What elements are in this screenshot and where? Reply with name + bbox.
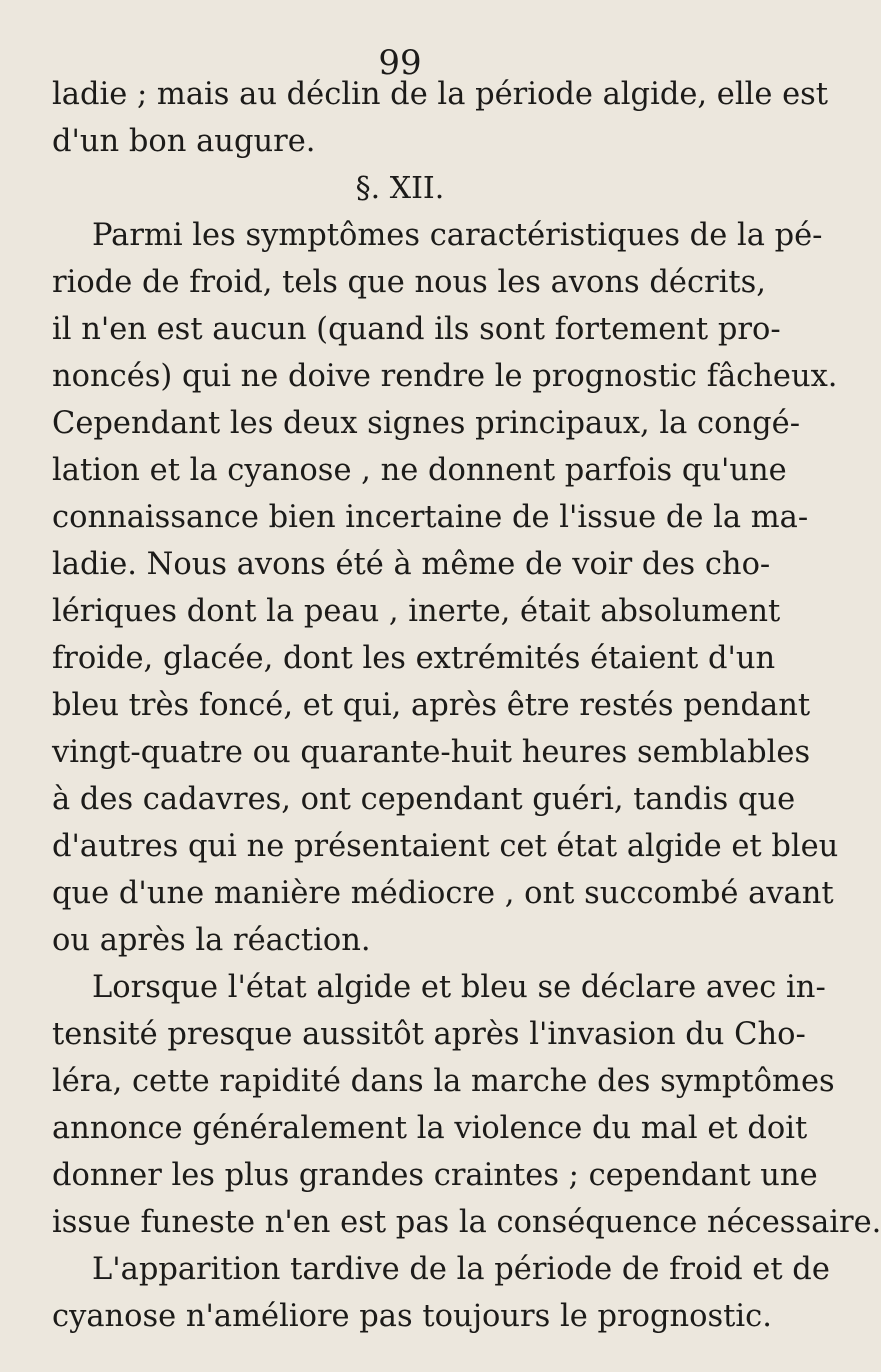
text-line: riode de froid, tels que nous les avons décrits, xyxy=(52,265,766,300)
text-line: vingt-quatre ou quarante-huit heures semblables xyxy=(52,735,811,770)
text-line: d'autres qui ne présentaient cet état algide et bleu xyxy=(52,829,839,864)
text-line: Cependant les deux signes principaux, la congé- xyxy=(52,406,801,441)
section-heading: §. XII. xyxy=(355,171,445,206)
text-line: ladie ; mais au déclin de la période algide, elle est xyxy=(52,77,829,112)
text-line: froide, glacée, dont les extrémités étaient d'un xyxy=(52,641,776,676)
text-line: connaissance bien incertaine de l'issue de la ma- xyxy=(52,500,809,535)
page-number: 99 xyxy=(378,43,422,83)
text-line: lation et la cyanose , ne donnent parfois qu'une xyxy=(52,453,787,488)
text-line: Parmi les symptômes caractéristiques de la pé- xyxy=(92,218,823,253)
text-line: léra, cette rapidité dans la marche des symptômes xyxy=(52,1064,835,1099)
text-line: L'apparition tardive de la période de froid et de xyxy=(92,1252,830,1287)
text-line: ladie. Nous avons été à même de voir des cho- xyxy=(52,547,771,582)
text-line: annonce généralement la violence du mal et doit xyxy=(52,1111,808,1146)
text-line: donner les plus grandes craintes ; cependant une xyxy=(52,1158,818,1193)
text-line: il n'en est aucun (quand ils sont fortement pro- xyxy=(52,312,781,347)
text-line: d'un bon augure. xyxy=(52,124,316,159)
text-line: ou après la réaction. xyxy=(52,923,371,958)
text-line: bleu très foncé, et qui, après être restés pendant xyxy=(52,688,811,723)
text-line: Lorsque l'état algide et bleu se déclare avec in- xyxy=(92,970,826,1005)
text-line: issue funeste n'en est pas la conséquence nécessaire. xyxy=(52,1205,881,1240)
text-line: que d'une manière médiocre , ont succombé avant xyxy=(52,876,834,911)
text-line: lériques dont la peau , inerte, était absolument xyxy=(52,594,781,629)
text-line: noncés) qui ne doive rendre le prognostic fâcheux. xyxy=(52,359,838,394)
text-line: à des cadavres, ont cependant guéri, tandis que xyxy=(52,782,796,817)
text-line: tensité presque aussitôt après l'invasion du Cho- xyxy=(52,1017,806,1052)
text-line: cyanose n'améliore pas toujours le prognostic. xyxy=(52,1299,772,1334)
